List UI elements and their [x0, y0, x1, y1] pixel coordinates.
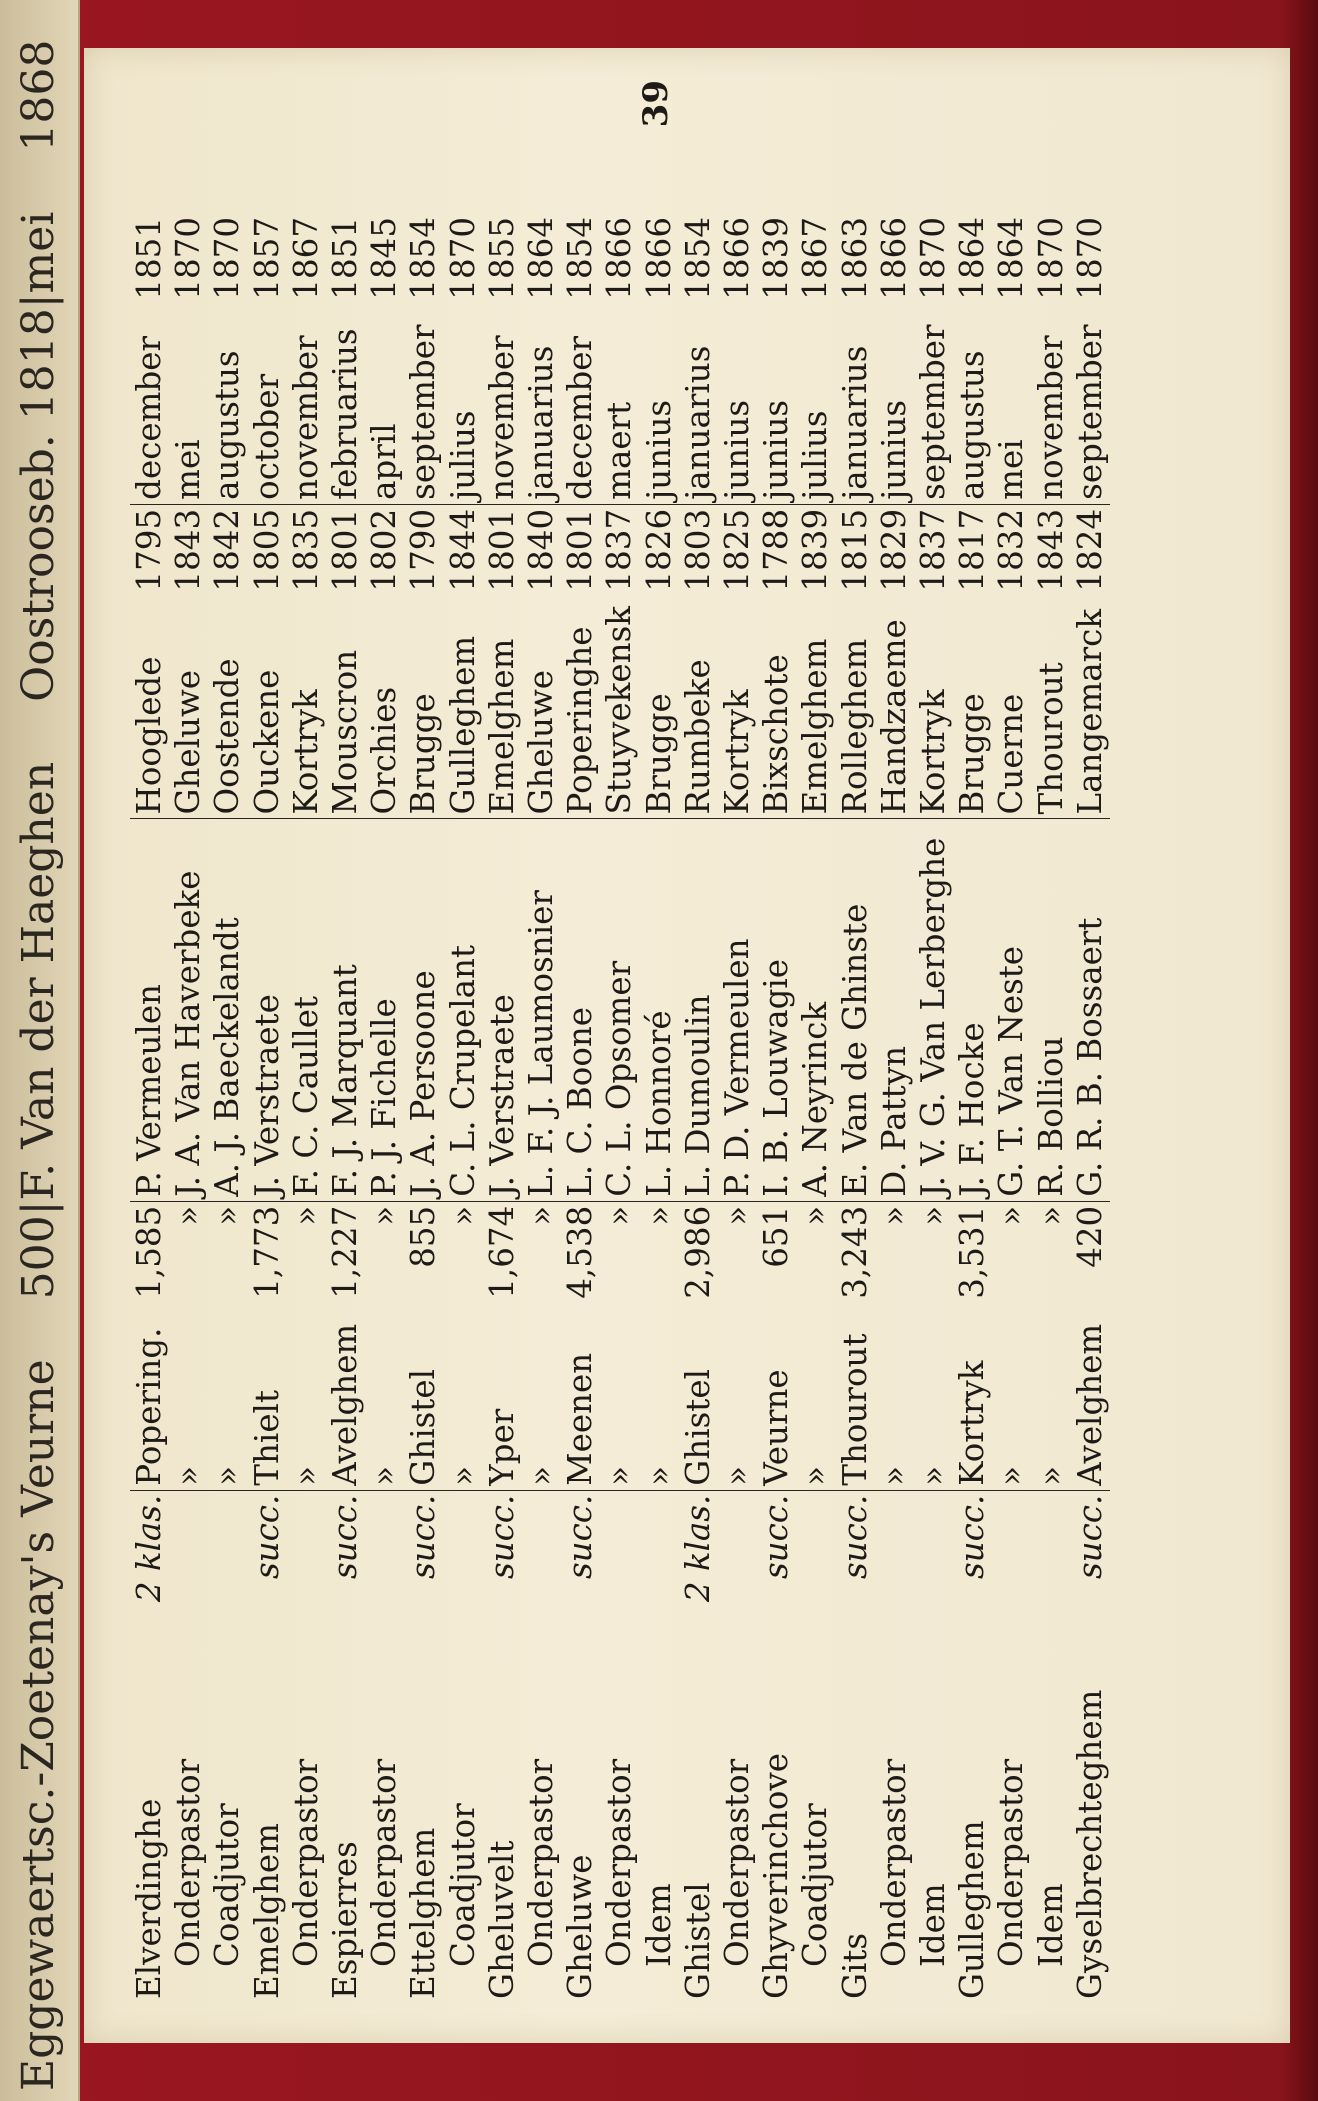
birthplace-cell: Kortryk — [914, 689, 953, 815]
month-cell: junius — [874, 399, 913, 500]
birth-year-cell: 1803 — [679, 504, 718, 595]
population-cell: » — [1032, 1201, 1071, 1313]
birth-year-cell: 1829 — [875, 504, 914, 595]
canton-cell: Popering. — [130, 1327, 168, 1486]
page-number: 39 — [636, 80, 676, 128]
month-cell: december — [561, 335, 600, 500]
canton-cell: Avelghem — [1070, 1323, 1109, 1486]
canton-cell: » — [443, 1465, 482, 1486]
birth-year-cell: 1801 — [326, 504, 365, 595]
parish-cell: Onderpastor — [522, 1758, 561, 1967]
table-row — [836, 213, 875, 2003]
birth-year-cell: 1842 — [208, 504, 247, 595]
appointed-cell: 1866 — [718, 217, 757, 300]
table-row — [326, 213, 365, 2003]
month-cell: mei — [169, 439, 208, 500]
priest-cell: J. Verstraete — [248, 819, 287, 1201]
birthplace-cell: Thourout — [1031, 662, 1070, 815]
class-cell — [208, 1490, 247, 1614]
priest-cell: A. Neyrinck — [796, 819, 835, 1201]
appointed-cell: 1870 — [1031, 217, 1070, 300]
birth-year-cell: 1805 — [248, 504, 287, 595]
appointed-cell: 1870 — [169, 217, 208, 300]
birthplace-cell: Brugge — [639, 693, 678, 815]
population-cell: » — [914, 1201, 953, 1313]
birth-year-cell: 1824 — [1071, 504, 1110, 595]
birthplace-cell: Bixschote — [757, 654, 796, 815]
rotated-page-content — [84, 48, 1290, 2043]
canton-cell: Avelghem — [326, 1323, 365, 1486]
parish-cell: Idem — [1031, 1883, 1070, 1967]
appointed-cell: 1870 — [443, 217, 482, 300]
canton-cell: Veurne — [757, 1369, 796, 1486]
table-row — [130, 213, 169, 2003]
month-cell: januarius — [678, 345, 717, 500]
parish-cell: Onderpastor — [169, 1758, 208, 1967]
canton-cell: Thielt — [247, 1389, 286, 1486]
priest-cell: G. R. B. Bossaert — [1071, 819, 1110, 1201]
clergy-table-body — [130, 213, 1110, 2003]
birth-year-cell: 1788 — [757, 504, 796, 595]
birth-year-cell: 1817 — [953, 504, 992, 595]
class-cell — [287, 1490, 326, 1614]
priest-cell: E. Van de Ghinste — [836, 819, 875, 1201]
canton-cell: Yper — [482, 1408, 521, 1486]
prev-fragment: 1868 — [13, 39, 64, 152]
class-cell — [796, 1490, 835, 1614]
table-row — [444, 213, 483, 2003]
parish-cell: Ghyverinchove — [757, 1752, 796, 1999]
priest-cell: P. D. Vermeulen — [718, 819, 757, 1201]
canton-cell: » — [522, 1465, 561, 1486]
priest-cell: I. B. Louwagie — [757, 819, 796, 1201]
birth-year-cell: 1802 — [365, 504, 404, 595]
class-cell: succ. — [836, 1490, 875, 1614]
canton-cell: Ghistel — [404, 1369, 443, 1486]
population-cell: » — [444, 1201, 483, 1313]
table-row — [248, 213, 287, 2003]
priest-cell: P. J. Fichelle — [365, 819, 404, 1201]
birthplace-cell: Stuyvekensk — [600, 606, 639, 815]
appointed-cell: 1870 — [208, 217, 247, 300]
canton-cell: » — [600, 1465, 639, 1486]
appointed-cell: 1857 — [247, 217, 286, 300]
appointed-cell: 1839 — [757, 217, 796, 300]
canton-cell: Kortryk — [953, 1360, 992, 1486]
population-cell: » — [600, 1201, 639, 1313]
table-row — [796, 213, 835, 2003]
class-cell: succ. — [561, 1490, 600, 1614]
parish-cell: Onderpastor — [286, 1758, 325, 1967]
parish-cell: Coadjutor — [796, 1803, 835, 1967]
month-cell: september — [914, 324, 953, 500]
canton-cell: Ghistel — [678, 1369, 717, 1486]
population-cell: » — [169, 1201, 208, 1313]
birth-year-cell: 1843 — [169, 504, 208, 595]
appointed-cell: 1863 — [835, 217, 874, 300]
month-cell: augustus — [953, 350, 992, 500]
birth-year-cell: 1843 — [1032, 504, 1071, 595]
appointed-cell: 1867 — [286, 217, 325, 300]
population-cell: 420 — [1071, 1201, 1110, 1313]
month-cell: november — [482, 335, 521, 500]
appointed-cell: 1854 — [561, 217, 600, 300]
parish-cell: Gheluwe — [561, 1854, 600, 1999]
table-row — [914, 213, 953, 2003]
appointed-cell: 1866 — [600, 217, 639, 300]
table-row — [169, 213, 208, 2003]
table-row — [522, 213, 561, 2003]
prev-fragment: Eggewaertsc.-Zoetenay's Veurne — [13, 1359, 64, 2091]
class-cell — [522, 1490, 561, 1614]
table-row — [483, 213, 522, 2003]
birth-year-cell: 1835 — [287, 504, 326, 595]
class-cell — [169, 1490, 208, 1614]
population-cell: 1,674 — [483, 1201, 522, 1313]
birthplace-cell: Ouckene — [247, 669, 286, 815]
class-cell: succ. — [483, 1490, 522, 1614]
birth-year-cell: 1837 — [914, 504, 953, 595]
canton-cell: » — [796, 1465, 835, 1486]
priest-cell: J. A. Persoone — [404, 819, 443, 1201]
population-cell: 2,986 — [679, 1201, 718, 1313]
birthplace-cell: Rumbeke — [678, 659, 717, 815]
birth-year-cell: 1801 — [483, 504, 522, 595]
class-cell: succ. — [953, 1490, 992, 1614]
parish-cell: Gyselbrechteghem — [1070, 1689, 1109, 1999]
class-cell — [875, 1490, 914, 1614]
month-cell: november — [286, 335, 325, 500]
table-row — [1071, 213, 1110, 2003]
table-row — [287, 213, 326, 2003]
priest-cell: D. Pattyn — [875, 819, 914, 1201]
canton-cell: Meenen — [561, 1352, 600, 1486]
birthplace-cell: Poperinghe — [561, 626, 600, 815]
appointed-cell: 1851 — [130, 217, 168, 300]
birthplace-cell: Emelghem — [482, 638, 521, 815]
birthplace-cell: Brugge — [953, 693, 992, 815]
class-cell — [365, 1490, 404, 1614]
class-cell: succ. — [326, 1490, 365, 1614]
birth-year-cell: 1801 — [561, 504, 600, 595]
month-cell: december — [130, 335, 168, 500]
canton-cell: » — [718, 1465, 757, 1486]
population-cell: 1,585 — [130, 1201, 169, 1313]
month-cell: september — [1070, 324, 1109, 500]
parish-cell: Onderpastor — [992, 1758, 1031, 1967]
appointed-cell: 1870 — [914, 217, 953, 300]
month-cell: junius — [639, 399, 678, 500]
priest-cell: J. F. Hocke — [953, 819, 992, 1201]
class-cell: 2 klas. — [130, 1490, 169, 1614]
birth-year-cell: 1839 — [796, 504, 835, 595]
parish-cell: Idem — [639, 1883, 678, 1967]
book-page — [84, 48, 1290, 2043]
month-cell: mei — [992, 439, 1031, 500]
birth-year-cell: 1815 — [836, 504, 875, 595]
parish-cell: Idem — [914, 1883, 953, 1967]
population-cell: 855 — [404, 1201, 443, 1313]
table-row — [718, 213, 757, 2003]
birth-year-cell: 1795 — [130, 504, 169, 595]
population-cell: » — [718, 1201, 757, 1313]
parish-cell: Onderpastor — [718, 1758, 757, 1967]
class-cell: succ. — [248, 1490, 287, 1614]
birthplace-cell: Oostende — [208, 658, 247, 815]
class-cell — [640, 1490, 679, 1614]
priest-cell: J. Verstraete — [483, 819, 522, 1201]
parish-cell: Onderpastor — [365, 1758, 404, 1967]
month-cell: julius — [443, 410, 482, 500]
priest-cell: A. J. Baeckelandt — [208, 819, 247, 1201]
canton-cell: » — [208, 1465, 247, 1486]
table-row — [561, 213, 600, 2003]
clergy-table — [130, 213, 1110, 2003]
birthplace-cell: Gheluwe — [522, 669, 561, 815]
class-cell — [992, 1490, 1031, 1614]
canton-cell: Thourout — [835, 1333, 874, 1486]
birthplace-cell: Brugge — [404, 693, 443, 815]
birth-year-cell: 1837 — [600, 504, 639, 595]
priest-cell: F. C. Caullet — [287, 819, 326, 1201]
appointed-cell: 1870 — [1070, 217, 1109, 300]
priest-cell: L. F. J. Laumosnier — [522, 819, 561, 1201]
canton-cell: » — [169, 1465, 208, 1486]
class-cell: succ. — [757, 1490, 796, 1614]
priest-cell: R. Bolliou — [1032, 819, 1071, 1201]
priest-cell: J. V. G. Van Lerberghe — [914, 819, 953, 1201]
parish-cell: Gheluvelt — [482, 1840, 521, 1999]
birth-year-cell: 1832 — [992, 504, 1031, 595]
canton-cell: » — [365, 1465, 404, 1486]
canton-cell: » — [639, 1465, 678, 1486]
month-cell: junius — [718, 399, 757, 500]
previous-page-text — [0, 0, 78, 2101]
appointed-cell: 1866 — [639, 217, 678, 300]
population-cell: » — [287, 1201, 326, 1313]
birthplace-cell: Langemarck — [1070, 608, 1109, 815]
population-cell: 3,243 — [836, 1201, 875, 1313]
canton-cell: » — [286, 1465, 325, 1486]
appointed-cell: 1851 — [326, 217, 365, 300]
month-cell: april — [365, 423, 404, 500]
appointed-cell: 1854 — [404, 217, 443, 300]
priest-cell: G. T. Van Neste — [992, 819, 1031, 1201]
birthplace-cell: Mouscron — [326, 649, 365, 815]
parish-cell: Emelghem — [247, 1823, 286, 1999]
birth-year-cell: 1840 — [522, 504, 561, 595]
table-row — [875, 213, 914, 2003]
parish-cell: Gulleghem — [953, 1820, 992, 1999]
month-cell: julius — [796, 410, 835, 500]
parish-cell: Onderpastor — [874, 1758, 913, 1967]
population-cell: » — [208, 1201, 247, 1313]
class-cell — [718, 1490, 757, 1614]
canton-cell: » — [1031, 1465, 1070, 1486]
population-cell: 1,773 — [248, 1201, 287, 1313]
appointed-cell: 1864 — [953, 217, 992, 300]
month-cell: januarius — [835, 345, 874, 500]
table-row — [757, 213, 796, 2003]
canton-cell: » — [992, 1465, 1031, 1486]
parish-cell: Gits — [835, 1932, 874, 1999]
priest-cell: P. Vermeulen — [130, 819, 169, 1201]
birth-year-cell: 1826 — [640, 504, 679, 595]
population-cell: » — [992, 1201, 1031, 1313]
parish-cell: Ettelghem — [404, 1827, 443, 1999]
parish-cell: Espierres — [326, 1841, 365, 1999]
month-cell: januarius — [522, 345, 561, 500]
appointed-cell: 1864 — [522, 217, 561, 300]
parish-cell: Ghistel — [678, 1882, 717, 1999]
table-row — [1032, 213, 1071, 2003]
parish-cell: Coadjutor — [208, 1803, 247, 1967]
birth-year-cell: 1844 — [444, 504, 483, 595]
class-cell: succ. — [404, 1490, 443, 1614]
birthplace-cell: Emelghem — [796, 638, 835, 815]
priest-cell: J. A. Van Haverbeke — [169, 819, 208, 1201]
month-cell: augustus — [208, 350, 247, 500]
priest-cell: L. Honnoré — [640, 819, 679, 1201]
parish-cell: Coadjutor — [443, 1803, 482, 1967]
class-cell — [914, 1490, 953, 1614]
population-cell: » — [875, 1201, 914, 1313]
birthplace-cell: Kortryk — [718, 689, 757, 815]
priest-cell: C. L. Crupelant — [444, 819, 483, 1201]
population-cell: 4,538 — [561, 1201, 600, 1313]
previous-page-edge — [0, 0, 80, 2101]
class-cell — [600, 1490, 639, 1614]
table-row — [679, 213, 718, 2003]
canton-cell: » — [914, 1465, 953, 1486]
month-cell: februarius — [326, 328, 365, 500]
birthplace-cell: Gulleghem — [443, 635, 482, 815]
table-row — [600, 213, 639, 2003]
month-cell: november — [1031, 335, 1070, 500]
prev-fragment: Oostrooseb. 1818|mei — [13, 211, 64, 702]
class-cell — [444, 1490, 483, 1614]
appointed-cell: 1866 — [874, 217, 913, 300]
population-cell: » — [365, 1201, 404, 1313]
table-row — [208, 213, 247, 2003]
class-cell: succ. — [1071, 1490, 1110, 1614]
appointed-cell: 1864 — [992, 217, 1031, 300]
birthplace-cell: Kortryk — [286, 689, 325, 815]
appointed-cell: 1854 — [678, 217, 717, 300]
parish-cell: Onderpastor — [600, 1758, 639, 1967]
canton-cell: » — [874, 1465, 913, 1486]
birth-year-cell: 1825 — [718, 504, 757, 595]
month-cell: junius — [757, 399, 796, 500]
table-row — [953, 213, 992, 2003]
prev-fragment: 500|F. Van der Haeghen — [13, 761, 64, 1300]
population-cell: » — [796, 1201, 835, 1313]
month-cell: september — [404, 324, 443, 500]
table-row — [640, 213, 679, 2003]
appointed-cell: 1867 — [796, 217, 835, 300]
priest-cell: C. L. Opsomer — [600, 819, 639, 1201]
table-row — [365, 213, 404, 2003]
priest-cell: F. J. Marquant — [326, 819, 365, 1201]
population-cell: » — [522, 1201, 561, 1313]
appointed-cell: 1855 — [482, 217, 521, 300]
population-cell: 651 — [757, 1201, 796, 1313]
birthplace-cell: Orchies — [365, 686, 404, 815]
parish-cell: Elverdinghe — [130, 1798, 168, 1999]
population-cell: » — [640, 1201, 679, 1313]
appointed-cell: 1845 — [365, 217, 404, 300]
population-cell: 1,227 — [326, 1201, 365, 1313]
birthplace-cell: Gheluwe — [169, 669, 208, 815]
birthplace-cell: Hooglede — [130, 656, 168, 815]
birth-year-cell: 1790 — [404, 504, 443, 595]
table-row — [992, 213, 1031, 2003]
birthplace-cell: Rolleghem — [835, 638, 874, 815]
population-cell: 3,531 — [953, 1201, 992, 1313]
priest-cell: L. C. Boone — [561, 819, 600, 1201]
birthplace-cell: Handzaeme — [874, 619, 913, 815]
class-cell — [1032, 1490, 1071, 1614]
birthplace-cell: Cuerne — [992, 693, 1031, 815]
class-cell: 2 klas. — [679, 1490, 718, 1614]
table-row — [404, 213, 443, 2003]
month-cell: october — [247, 373, 286, 500]
priest-cell: L. Dumoulin — [679, 819, 718, 1201]
month-cell: maert — [600, 401, 639, 500]
